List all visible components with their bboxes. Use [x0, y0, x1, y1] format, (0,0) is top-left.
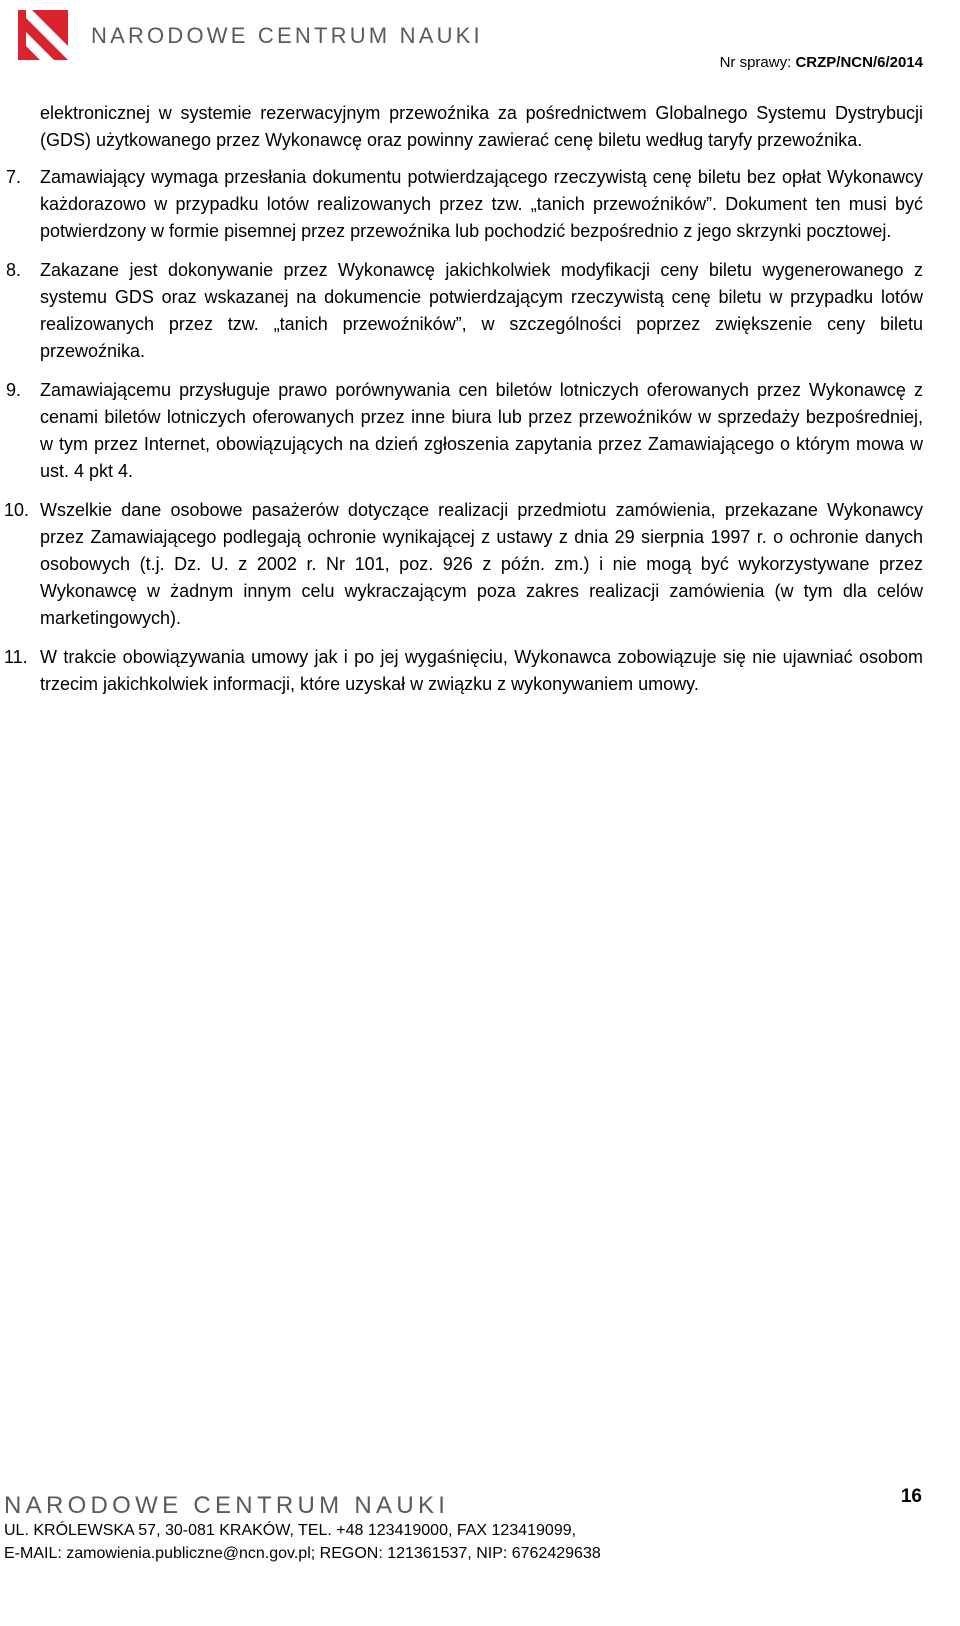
footer-address-line1: UL. KRÓLEWSKA 57, 30-081 KRAKÓW, TEL. +48 123419000, FAX 123419099,: [4, 1522, 577, 1539]
list-item: [6, 164, 923, 245]
footer-address-line2: E-MAIL: zamowienia.publiczne@ncn.gov.pl; REGON: 121361537, NIP: 6762429638: [4, 1545, 601, 1562]
list-item: [6, 377, 923, 485]
item-text: Zamawiającemu przysługuje prawo porównywania cen biletów lotniczych oferowanych przez Wykonawcę z cenami biletów lotniczych oferowanych przez inne biura lub przez przewoźników w sprzedaży bezpośredniej, w tym przez Internet, obowiązujących na dzień zgłoszenia zapytania przez Zamawiającego o którym mowa w ust. 4 pkt 4.: [40, 380, 923, 481]
item-text: Wszelkie dane osobowe pasażerów dotyczące realizacji przedmiotu zamówienia, przekazane Wykonawcy przez Zamawiającego podlegają ochronie wynikającej z ustawy z dnia 29 sierpnia 1997 r. o ochronie danych osobowych (t.j. Dz. U. z 2002 r. Nr 101, poz. 926 z późn. zm.) i nie mogą być wykorzystywane przez Wykonawcę w żadnym innym celu wykraczającym poza zakres realizacji zamówienia (w tym dla celów marketingowych).: [40, 500, 923, 628]
page-number: 16: [900, 1486, 922, 1507]
item-number: 10.: [4, 500, 30, 520]
item-number: 8.: [6, 260, 22, 280]
case-number-value: CRZP/NCN/6/2014: [795, 54, 923, 71]
item-number: 7.: [6, 167, 22, 187]
header-brand: NARODOWE CENTRUM NAUKI: [91, 23, 483, 48]
case-label: Nr sprawy:: [719, 54, 792, 71]
item-number: 9.: [6, 380, 22, 400]
footer-brand: NARODOWE CENTRUM NAUKI: [4, 1492, 450, 1519]
list-item: [4, 497, 923, 632]
item-text: Zamawiający wymaga przesłania dokumentu potwierdzającego rzeczywistą cenę biletu bez opłat Wykonawcy każdorazowo w przypadku lotów realizowanych przez tzw. „tanich przewoźników”. Dokument ten musi być potwierdzony w formie pisemnej przez przewoźnika lub pochodzić bezpośrednio z jego skrzynki pocztowej.: [40, 167, 923, 241]
item-number: 11.: [4, 647, 28, 667]
item-text: W trakcie obowiązywania umowy jak i po jej wygaśnięciu, Wykonawca zobowiązuje się nie ujawniać osobom trzecim jakichkolwiek informacji, które uzyskał w związku z wykonywaniem umowy.: [40, 647, 923, 694]
item-text: Zakazane jest dokonywanie przez Wykonawcę jakichkolwiek modyfikacji ceny biletu wygenerowanego z systemu GDS oraz wskazanej na dokumencie potwierdzającym rzeczywistą cenę biletu w przypadku lotów realizowanych przez tzw. „tanich przewoźników”, w szczególności poprzez zwiększenie ceny biletu przewoźnika.: [40, 260, 923, 361]
document-body: [4, 100, 923, 710]
intro-paragraph: elektronicznej w systemie rezerwacyjnym przewoźnika za pośrednictwem Globalnego Systemu Dystrybucji (GDS) użytkowanego przez Wykonawcę oraz powinny zawierać cenę biletu według taryfy przewoźnika.: [40, 103, 923, 150]
ncn-logo-icon: [18, 10, 68, 60]
case-number: [720, 54, 923, 71]
list-item: [6, 257, 923, 365]
list-item: [4, 644, 923, 698]
